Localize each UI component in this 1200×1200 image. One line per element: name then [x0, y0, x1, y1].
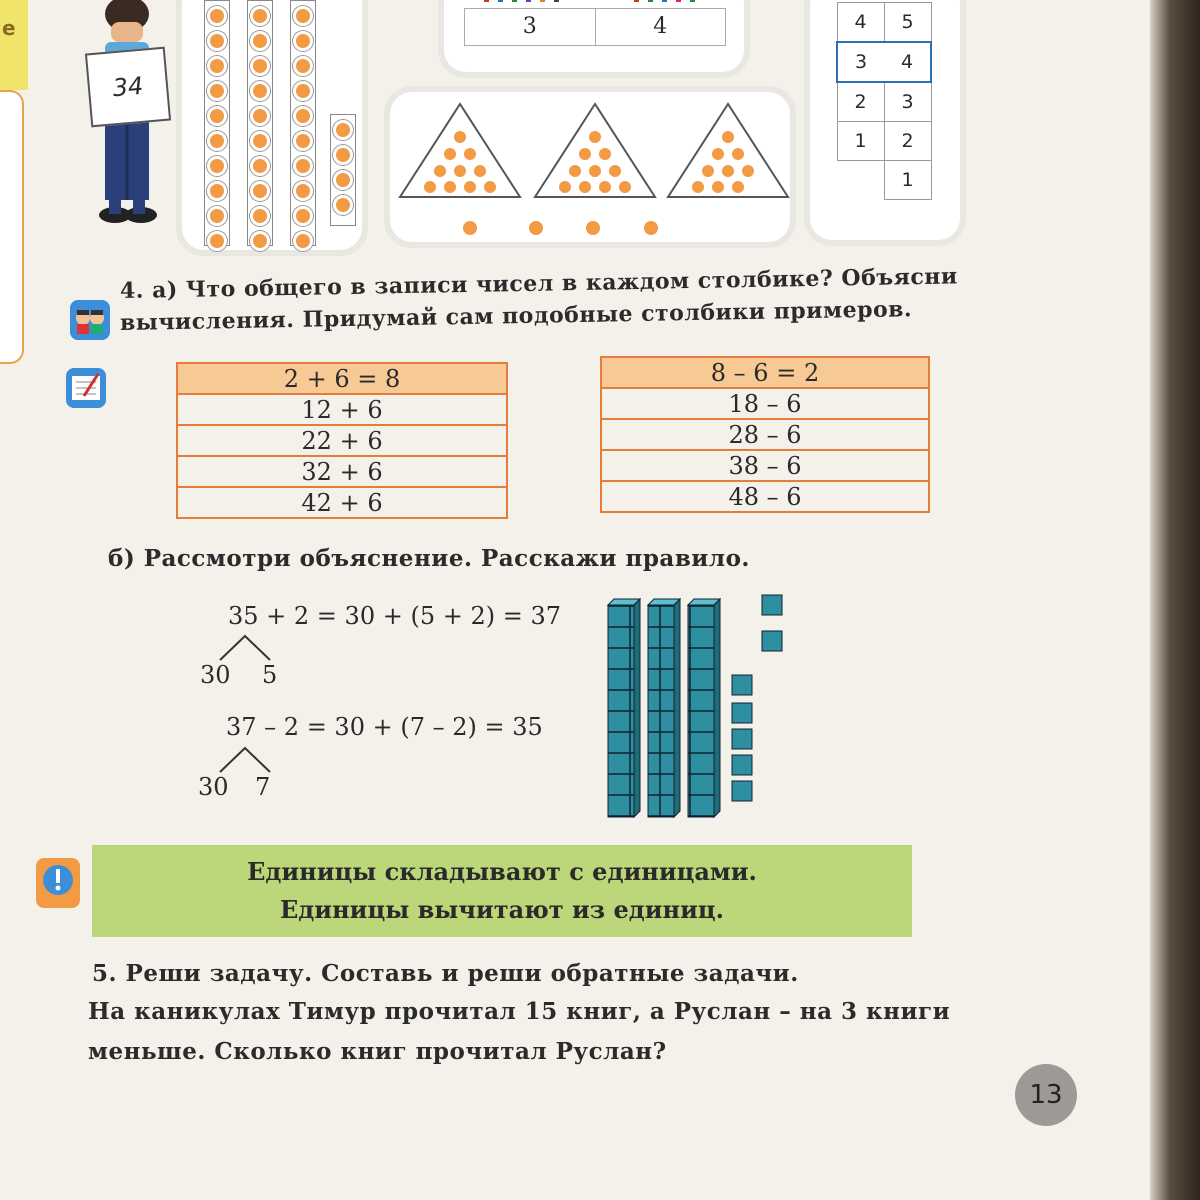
left-margin-panel: [0, 90, 24, 364]
dot-column-short: [330, 114, 356, 226]
split-lines: [215, 632, 275, 662]
task4-part-b: б) Рассмотри объяснение. Расскажи правило.: [108, 545, 750, 572]
example1-equation: 35 + 2 = 30 + (5 + 2) = 37: [228, 602, 561, 630]
sticks-number: 3: [522, 14, 537, 39]
triangles-card: [390, 92, 790, 242]
number-cell: 3: [884, 82, 931, 122]
sticks-number-table: [464, 8, 726, 46]
number-cell: 4: [837, 3, 884, 43]
book-edge: [1150, 0, 1200, 1200]
task5-line1: 5. Реши задачу. Составь и реши обратные задачи.: [92, 960, 799, 987]
rule-line2: Единицы вычитают из единиц.: [280, 895, 724, 924]
addition-example: 32 + 6: [177, 456, 507, 487]
addition-example: 42 + 6: [177, 487, 507, 518]
sticks-number: 4: [595, 9, 726, 45]
task5-line2: На каникулах Тимур прочитал 15 книг, а Руслан – на 3 книги: [88, 998, 951, 1025]
subtraction-example: 18 – 6: [601, 388, 929, 419]
addition-example: 2 + 6 = 8: [177, 363, 507, 394]
addition-example: 12 + 6: [177, 394, 507, 425]
number-pairs-table: [836, 2, 932, 200]
page-number: 13: [1015, 1064, 1077, 1126]
number-cell: 4: [884, 42, 931, 82]
boy-number-sign: 34: [85, 47, 171, 128]
number-cell: 2: [837, 82, 884, 122]
number-cell: [837, 161, 884, 200]
counting-sticks: [464, 0, 724, 8]
subtraction-column-table: [600, 356, 930, 513]
task5-line3: меньше. Сколько книг прочитал Руслан?: [88, 1038, 667, 1065]
example1-split-tens: 30: [200, 661, 231, 689]
base-ten-blocks: [600, 585, 800, 825]
edge-label: е: [2, 16, 16, 40]
number-cell: 5: [884, 3, 931, 43]
addition-column-table: [176, 362, 508, 519]
number-cell: 1: [884, 161, 931, 200]
example2-equation: 37 – 2 = 30 + (7 – 2) = 35: [226, 713, 543, 741]
example2-split-ones: 7: [255, 773, 271, 801]
example1-split-ones: 5: [262, 661, 278, 689]
triangle-dots: [390, 92, 790, 242]
subtraction-example: 28 – 6: [601, 419, 929, 450]
rule-line1: Единицы складывают с единицами.: [247, 857, 757, 886]
addition-example: 22 + 6: [177, 425, 507, 456]
subtraction-example: 48 – 6: [601, 481, 929, 512]
notebook-icon: [66, 368, 106, 408]
circles-card: [182, 0, 362, 250]
sticks-card: [444, 0, 744, 72]
dot-column: [290, 0, 316, 246]
subtraction-example: 8 – 6 = 2: [601, 357, 929, 388]
split-lines: [215, 744, 275, 774]
dot-column: [204, 0, 230, 246]
important-rule-icon: [36, 858, 80, 908]
number-cell: 3: [837, 42, 884, 82]
task4-text-line1: 4. а) Что общего в записи чисел в каждом столбике? Объясни: [119, 263, 958, 304]
subtraction-example: 38 – 6: [601, 450, 929, 481]
rule-box: [92, 845, 912, 937]
task4-text-line2: вычисления. Придумай сам подобные столбики примеров.: [119, 296, 913, 336]
previous-page-edge: [0, 0, 28, 90]
example2-split-tens: 30: [198, 773, 229, 801]
pair-work-icon: [70, 300, 110, 340]
number-cell: 1: [837, 122, 884, 161]
number-cell: 2: [884, 122, 931, 161]
dot-column: [247, 0, 273, 246]
